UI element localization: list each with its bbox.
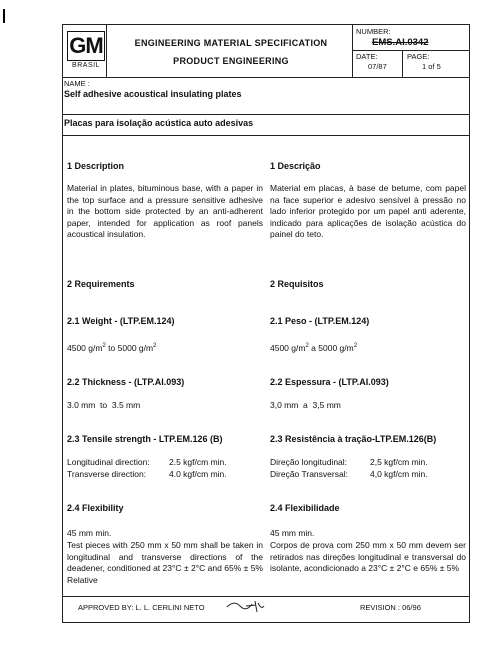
pt-description-heading: 1 Descrição [270, 161, 321, 171]
en-tensile-trans-value: 4.0 kgf/cm min. [169, 468, 227, 479]
pt-flexibility-min: 45 mm min. [270, 528, 315, 538]
en-weight-min-exp: 2 [102, 343, 106, 349]
pt-thickness-range: 3,0 mm a 3,5 mm [270, 400, 341, 410]
en-flexibility-text: Test pieces with 250 mm x 50 mm shall be taken in longitudinal and transverse directions of the deadener, conditioned at 23°C ± 2°C and 65% ± 5% Relative [67, 540, 263, 585]
logo-subtitle: BRASIL [72, 62, 100, 69]
page-value: 1 of 5 [422, 62, 441, 71]
approved-by: APPROVED BY: L. L. CERLINI NETO [78, 603, 205, 612]
number-date-divider [352, 50, 470, 51]
name-english: Self adhesive acoustical insulating plates [64, 89, 242, 99]
document-number: EMS.AI.0342 [372, 37, 429, 48]
pt-weight-min: 4500 g/m [270, 342, 306, 353]
revision: REVISION : 06/96 [360, 603, 421, 612]
en-flexibility-heading: 2.4 Flexibility [67, 503, 124, 513]
en-weight-heading: 2.1 Weight - (LTP.EM.124) [67, 316, 175, 326]
spec-title: ENGINEERING MATERIAL SPECIFICATION [134, 38, 328, 48]
name-divider [62, 114, 470, 115]
name-portuguese: Placas para isolação acústica auto adesivas [64, 118, 254, 128]
pt-weight-heading: 2.1 Peso - (LTP.EM.124) [270, 316, 370, 326]
header-divider [62, 77, 470, 78]
pt-tensile-heading: 2.3 Resistência à tração-LTP.EM.126(B) [270, 434, 437, 444]
signature [226, 598, 266, 614]
footer-divider [62, 596, 470, 597]
pt-weight-to: a [311, 342, 316, 353]
en-thickness-range: 3.0 mm to 3.5 mm [67, 400, 141, 410]
pt-description-text: Material em placas, à base de betume, com papel na face superior e adesivo sensível à pressão no lado inferior protegido por um papel anti aderente, indicado para aplicações de isolação acústica do painel do teto. [270, 183, 466, 239]
pt-tensile-trans-value: 4,0 kgf/cm min. [370, 468, 428, 479]
en-weight-max-exp: 2 [153, 343, 157, 349]
en-tensile-long-label: Longitudinal direction: [67, 457, 150, 467]
en-description-heading: 1 Description [67, 161, 125, 171]
dept-title: PRODUCT ENGINEERING [173, 56, 289, 66]
pt-flexibility-text: Corpos de prova com 250 mm x 50 mm devem ser retirados nas direções longitudinal e transversal do isolante, acondicionado a 23°C ± 2°C e 65% ± 5% [270, 540, 466, 573]
page-label: PAGE: [407, 52, 430, 61]
pt-tensile-long-value: 2,5 kgf/cm min. [370, 457, 428, 467]
name-label: NAME : [64, 79, 90, 88]
en-thickness-heading: 2.2 Thickness - (LTP.AI.093) [67, 377, 185, 387]
date-label: DATE: [356, 52, 378, 61]
en-tensile-trans-label: Transverse direction: [67, 468, 147, 479]
en-tensile-long-value: 2.5 kgf/cm min. [169, 457, 227, 467]
pt-weight-range [270, 341, 357, 354]
pt-thickness-heading: 2.2 Espessura - (LTP.AI.093) [270, 377, 389, 387]
body-divider [62, 135, 470, 136]
pt-tensile-trans-label: Direção Transversal: [270, 468, 348, 479]
number-label: NUMBER: [356, 27, 391, 36]
en-weight-min: 4500 g/m [67, 342, 103, 353]
logo-mark: GM [67, 31, 105, 61]
pt-weight-max-exp: 2 [353, 343, 358, 349]
en-description-text: Material in plates, bituminous base, with a paper in the top surface and a pressure sensitive adhesive in the bottom side protected by an anti-adherent paper, intended for application as roof panels acoustical insulation. [67, 183, 263, 239]
en-weight-max: 5000 g/m [117, 342, 154, 353]
pt-flexibility-heading: 2.4 Flexibilidade [270, 503, 340, 513]
date-value: 07/87 [368, 62, 387, 71]
en-tensile-heading: 2.3 Tensile strength - LTP.EM.126 (B) [67, 434, 223, 444]
margin-mark [3, 9, 5, 23]
pt-tensile-long-label: Direção longitudinal: [270, 457, 348, 467]
pt-requirements-heading: 2 Requisitos [270, 279, 324, 289]
pt-weight-min-exp: 2 [305, 343, 309, 349]
en-weight-range [67, 341, 156, 354]
logo-divider [106, 24, 107, 77]
en-weight-to: to [108, 342, 116, 353]
en-tensile-values [67, 457, 227, 480]
en-requirements-heading: 2 Requirements [67, 279, 135, 289]
en-flexibility-min: 45 mm min. [67, 528, 112, 538]
pt-weight-max: 5000 g/m [318, 342, 354, 353]
gm-logo [67, 31, 105, 73]
pt-tensile-values [270, 457, 428, 480]
date-page-divider [402, 50, 403, 77]
